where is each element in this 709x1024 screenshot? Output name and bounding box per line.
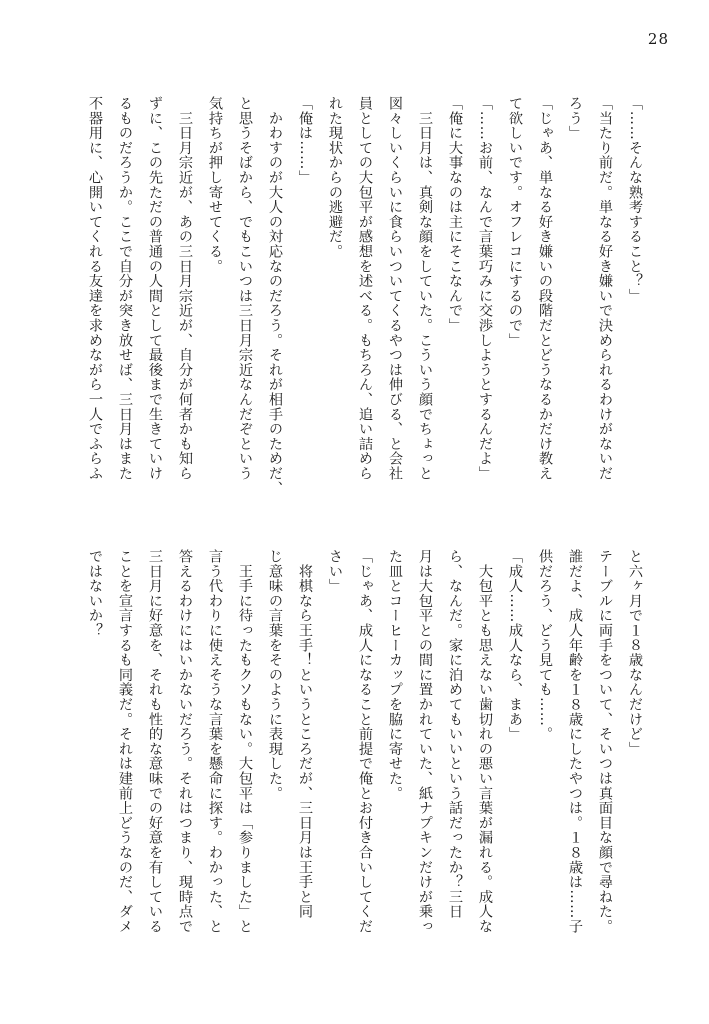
text-block-lower — [60, 549, 650, 979]
text-line: じ意味の言葉をそのように表現した。 — [267, 549, 283, 801]
text-line: るものだろうか。ここで自分が突き放せば、三日月はまた — [117, 96, 133, 481]
text-line: 「俺は……」 — [297, 96, 313, 185]
text-line: 「俺に大事なのは主にそこなんで」 — [447, 96, 463, 333]
text-line: 「じゃあ、成人になること前提で俺とお付き合いしてくだ — [357, 549, 373, 934]
text-line: て欲しいです。オフレコにするので」 — [507, 96, 523, 348]
text-line: さい」 — [327, 549, 343, 594]
text-line: ずに、この先ただの普通の人間として最後まで生きていけ — [147, 96, 163, 481]
text-line: 言う代わりに使えそうな言葉を懸命に探す。わかった、と — [207, 549, 223, 934]
text-line: 「成人……成人なら、まあ」 — [507, 549, 523, 742]
text-line: 供だろう、どう見ても……。 — [537, 549, 553, 742]
text-line: 三日月は、真剣な顔をしていた。こういう顔でちょっと — [417, 96, 433, 481]
text-line: と六ヶ月で１８歳なんだけど」 — [627, 549, 643, 757]
text-line: 「……そんな熟考すること？」 — [627, 96, 643, 304]
text-line: かわすのが大人の対応なのだろう。それが相手のためだ、 — [267, 96, 283, 496]
text-line: 「じゃあ、単なる好き嫌いの段階だとどうなるかだけ教え — [537, 96, 553, 481]
text-line: 図々しいくらいに食らいついてくるやつは伸びる、と会社 — [387, 96, 403, 481]
text-line: テーブルに両手をついて、そいつは真面目な顔で尋ねた。 — [597, 549, 613, 934]
text-line: 三日月に好意を、それも性的な意味での好意を有している — [147, 549, 163, 934]
text-line: 気持ちが押し寄せてくる。 — [207, 96, 223, 274]
text-line: 答えるわけにはいかないだろう。それはつまり、現時点で — [177, 549, 193, 934]
text-line: れた現状からの逃避だ。 — [327, 96, 343, 259]
text-line: 「……お前、なんで言葉巧みに交渉しようとするんだよ」 — [477, 96, 493, 481]
text-line: 員としての大包平が感想を述べる。もちろん、追い詰めら — [357, 96, 373, 481]
text-line: 三日月宗近が、あの三日月宗近が、自分が何者かも知ら — [177, 96, 193, 481]
text-line: と思うそばから、でもこいつは三日月宗近なんだぞという — [237, 96, 253, 481]
text-line: ことを宣言するも同義だ。それは建前上どうなのだ、ダメ — [117, 549, 133, 934]
text-line: ろう」 — [567, 96, 583, 141]
text-block-upper — [60, 96, 650, 506]
text-line: 大包平とも思えない歯切れの悪い言葉が漏れる。成人な — [477, 549, 493, 934]
text-line: 誰だよ、成人年齢を１８歳にしたやつは。１８歳は……子 — [567, 549, 583, 934]
page-number: 28 — [647, 30, 669, 48]
text-line: た皿とコーヒーカップを脇に寄せた。 — [387, 549, 403, 801]
text-line: ら、なんだ。家に泊めてもいいという話だったか？三日 — [447, 549, 463, 919]
text-line: ではないか？ — [87, 549, 103, 638]
text-line: 将棋なら王手！というところだが、三日月は王手と同 — [297, 549, 313, 919]
text-line: 不器用に、心開いてくれる友達を求めながら一人でふらふ — [87, 96, 103, 481]
text-line: 「当たり前だ。単なる好き嫌いで決められるわけがないだ — [597, 96, 613, 481]
text-line: 王手に待ったもクソもない。大包平は「参りました」と — [237, 549, 253, 934]
text-line: 月は大包平との間に置かれていた、紙ナプキンだけが乗っ — [417, 549, 433, 934]
